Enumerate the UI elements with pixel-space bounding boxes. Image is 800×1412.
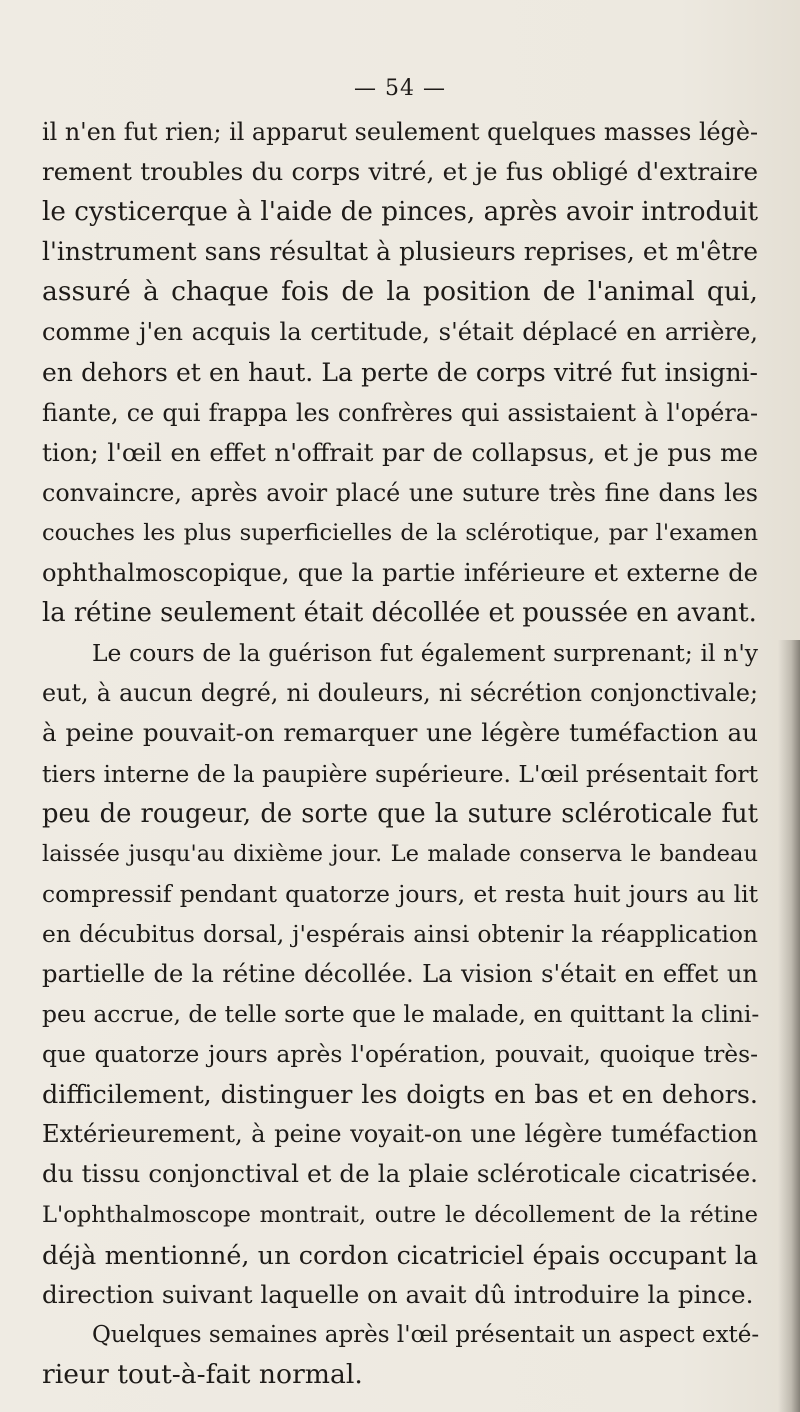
text-line: ophthalmoscopique, que la partie inférieure et externe de xyxy=(42,559,758,588)
text-line: convaincre, après avoir placé une suture très fine dans les xyxy=(42,478,758,507)
text-line: comme j'en acquis la certitude, s'était déplacé en arrière, xyxy=(42,318,758,347)
paragraph-start-line: Quelques semaines après l'œil présentait un aspect exté- xyxy=(92,1321,760,1348)
text-line: partielle de la rétine décollée. La vision s'était en effet un xyxy=(42,959,758,988)
text-line: eut, à aucun degré, ni douleurs, ni sécrétion conjonctivale; xyxy=(42,679,758,708)
text-line: en dehors et en haut. La perte de corps vitré fut insigni- xyxy=(42,357,758,387)
body-text xyxy=(42,112,758,1395)
text-line: rement troubles du corps vitré, et je fus obligé d'extraire xyxy=(42,157,758,187)
text-line: peu de rougeur, de sorte que la suture scléroticale fut xyxy=(42,798,758,829)
text-line: rieur tout-à-fait normal. xyxy=(42,1358,363,1390)
text-line: fiante, ce qui frappa les confrères qui assistaient à l'opéra- xyxy=(42,398,758,427)
text-line: il n'en fut rien; il apparut seulement quelques masses légè- xyxy=(42,118,758,146)
text-line: que quatorze jours après l'opération, pouvait, quoique très- xyxy=(42,1040,758,1069)
text-line: peu accrue, de telle sorte que le malade, en quittant la clini- xyxy=(42,1000,760,1029)
text-line: compressif pendant quatorze jours, et resta huit jours au lit xyxy=(42,879,758,908)
text-line: laissée jusqu'au dixième jour. Le malade conserva le bandeau xyxy=(42,840,758,867)
text-line: couches les plus superficielles de la sclérotique, par l'examen xyxy=(42,519,758,546)
text-line: à peine pouvait-on remarquer une légère tuméfaction au xyxy=(42,718,758,748)
text-line: déjà mentionné, un cordon cicatriciel épais occupant la xyxy=(42,1239,758,1270)
text-line: tiers interne de la paupière supérieure. L'œil présentait fort xyxy=(42,759,758,788)
page-edge-shadow xyxy=(778,640,800,1412)
text-line: direction suivant laquelle on avait dû introduire la pince. xyxy=(42,1279,754,1309)
text-line: difficilement, distinguer les doigts en bas et en dehors. xyxy=(42,1079,758,1110)
text-line: le cysticerque à l'aide de pinces, après avoir introduit xyxy=(42,197,758,228)
page-number: — 54 — xyxy=(354,76,446,101)
paragraph-start-line: Le cours de la guérison fut également surprenant; il n'y xyxy=(92,639,758,668)
text-line: l'instrument sans résultat à plusieurs reprises, et m'être xyxy=(42,237,758,267)
text-line: tion; l'œil en effet n'offrait par de collapsus, et je pus me xyxy=(42,437,758,467)
text-line: du tissu conjonctival et de la plaie scléroticale cicatrisée. xyxy=(42,1159,758,1189)
text-line: L'ophthalmoscope montrait, outre le décollement de la rétine xyxy=(42,1201,758,1228)
text-line: en décubitus dorsal, j'espérais ainsi obtenir la réapplication xyxy=(42,919,758,948)
text-line: Extérieurement, à peine voyait-on une légère tuméfaction xyxy=(42,1120,758,1149)
text-line: assuré à chaque fois de la position de l'animal qui, xyxy=(42,276,758,308)
text-line: la rétine seulement était décollée et poussée en avant. xyxy=(42,598,757,629)
